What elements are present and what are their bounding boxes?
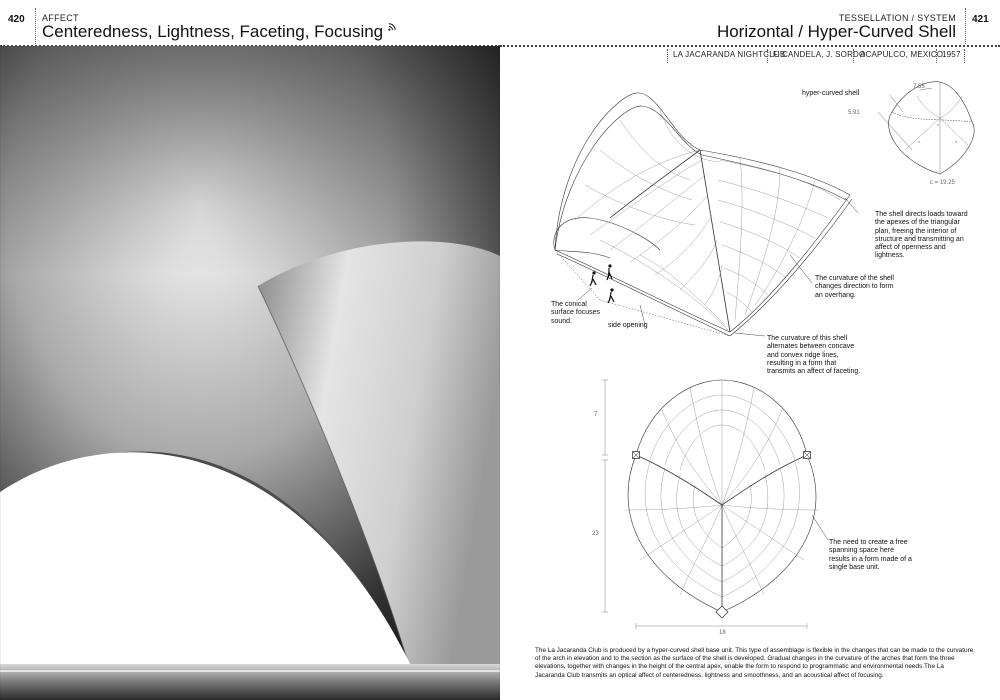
- meta-separator: [667, 49, 668, 63]
- conical-annotation: The conical surface focuses sound.: [551, 301, 601, 325]
- elevation-dim-side: 5.91: [848, 110, 860, 116]
- plan-dim-top: 7: [594, 412, 598, 418]
- signal-arcs-icon: [388, 22, 397, 31]
- elevation-dim-bottom: c = 19.25: [930, 180, 955, 186]
- hyper-curved-shell-label: hyper-curved shell: [802, 90, 860, 97]
- meta-separator: [767, 49, 768, 63]
- left-header-divider: [35, 8, 36, 44]
- right-header-rule: [500, 45, 1000, 47]
- meta-separator: [936, 49, 937, 63]
- overhang-annotation: The curvature of the shell changes direction to form an overhang.: [815, 275, 894, 299]
- left-page-title: [42, 22, 397, 42]
- svg-text:x: x: [918, 139, 920, 144]
- right-page-number: 421: [972, 14, 989, 25]
- side-opening-annotation: side opening: [608, 322, 648, 329]
- meta-separator: [853, 49, 854, 63]
- faceting-annotation: The curvature of this shell alternates between concave and convex ridge lines, resulting in a form that transmits an affect of faceting.: [767, 335, 861, 376]
- shell-photograph: [0, 46, 500, 700]
- project-location: ACAPULCO, MEXICO: [860, 50, 944, 59]
- right-page-title: Horizontal / Hyper-Curved Shell: [716, 22, 956, 41]
- project-name: LA JACARANDA NIGHTCLUB: [673, 50, 786, 59]
- loads-annotation: The shell directs loads toward the apexes of the triangular plan, freeing the interior of structure and transmitting an affect of openness and lightness.: [875, 211, 968, 260]
- right-header-divider: [965, 8, 966, 44]
- svg-text:x: x: [955, 139, 957, 144]
- meta-separator: [964, 49, 965, 63]
- svg-text:x: x: [937, 122, 939, 127]
- plan-annotation: The need to create a free spanning space here results in a form made of a single base unit.: [829, 539, 912, 571]
- right-section-label: TESSELLATION / SYSTEM: [838, 13, 956, 23]
- plan-drawing: [595, 375, 835, 645]
- elevation-inset-drawing: [850, 80, 980, 190]
- left-page-number: 420: [8, 14, 25, 25]
- elevation-dim-top: 7.55: [913, 84, 925, 90]
- project-year: 1957: [942, 50, 961, 59]
- left-section-label: AFFECT: [42, 13, 79, 23]
- left-page-title-text: Centeredness, Lightness, Faceting, Focusing: [42, 22, 384, 41]
- body-paragraph: The La Jacaranda Club is produced by a hyper-curved shell base unit. This type of assemblage is flexible in the changes that can be made to the curvature of the arch in elevation and to the section as the surface of the shell is developed. Gradual changes in the curvature of the arches that form the three elevations, together with changes in the height of the central apex, enable the form to respond to programmatic and environmental needs.The La Jacaranda Club transmits an optical affect of centeredness, lightness and smoothness, and an acoustical affect of focusing.: [535, 647, 974, 679]
- plan-dim-bottom: 18: [719, 630, 726, 636]
- project-architects: F. CANDELA, J. SORDO: [773, 50, 866, 59]
- plan-dim-side: 23: [592, 531, 599, 537]
